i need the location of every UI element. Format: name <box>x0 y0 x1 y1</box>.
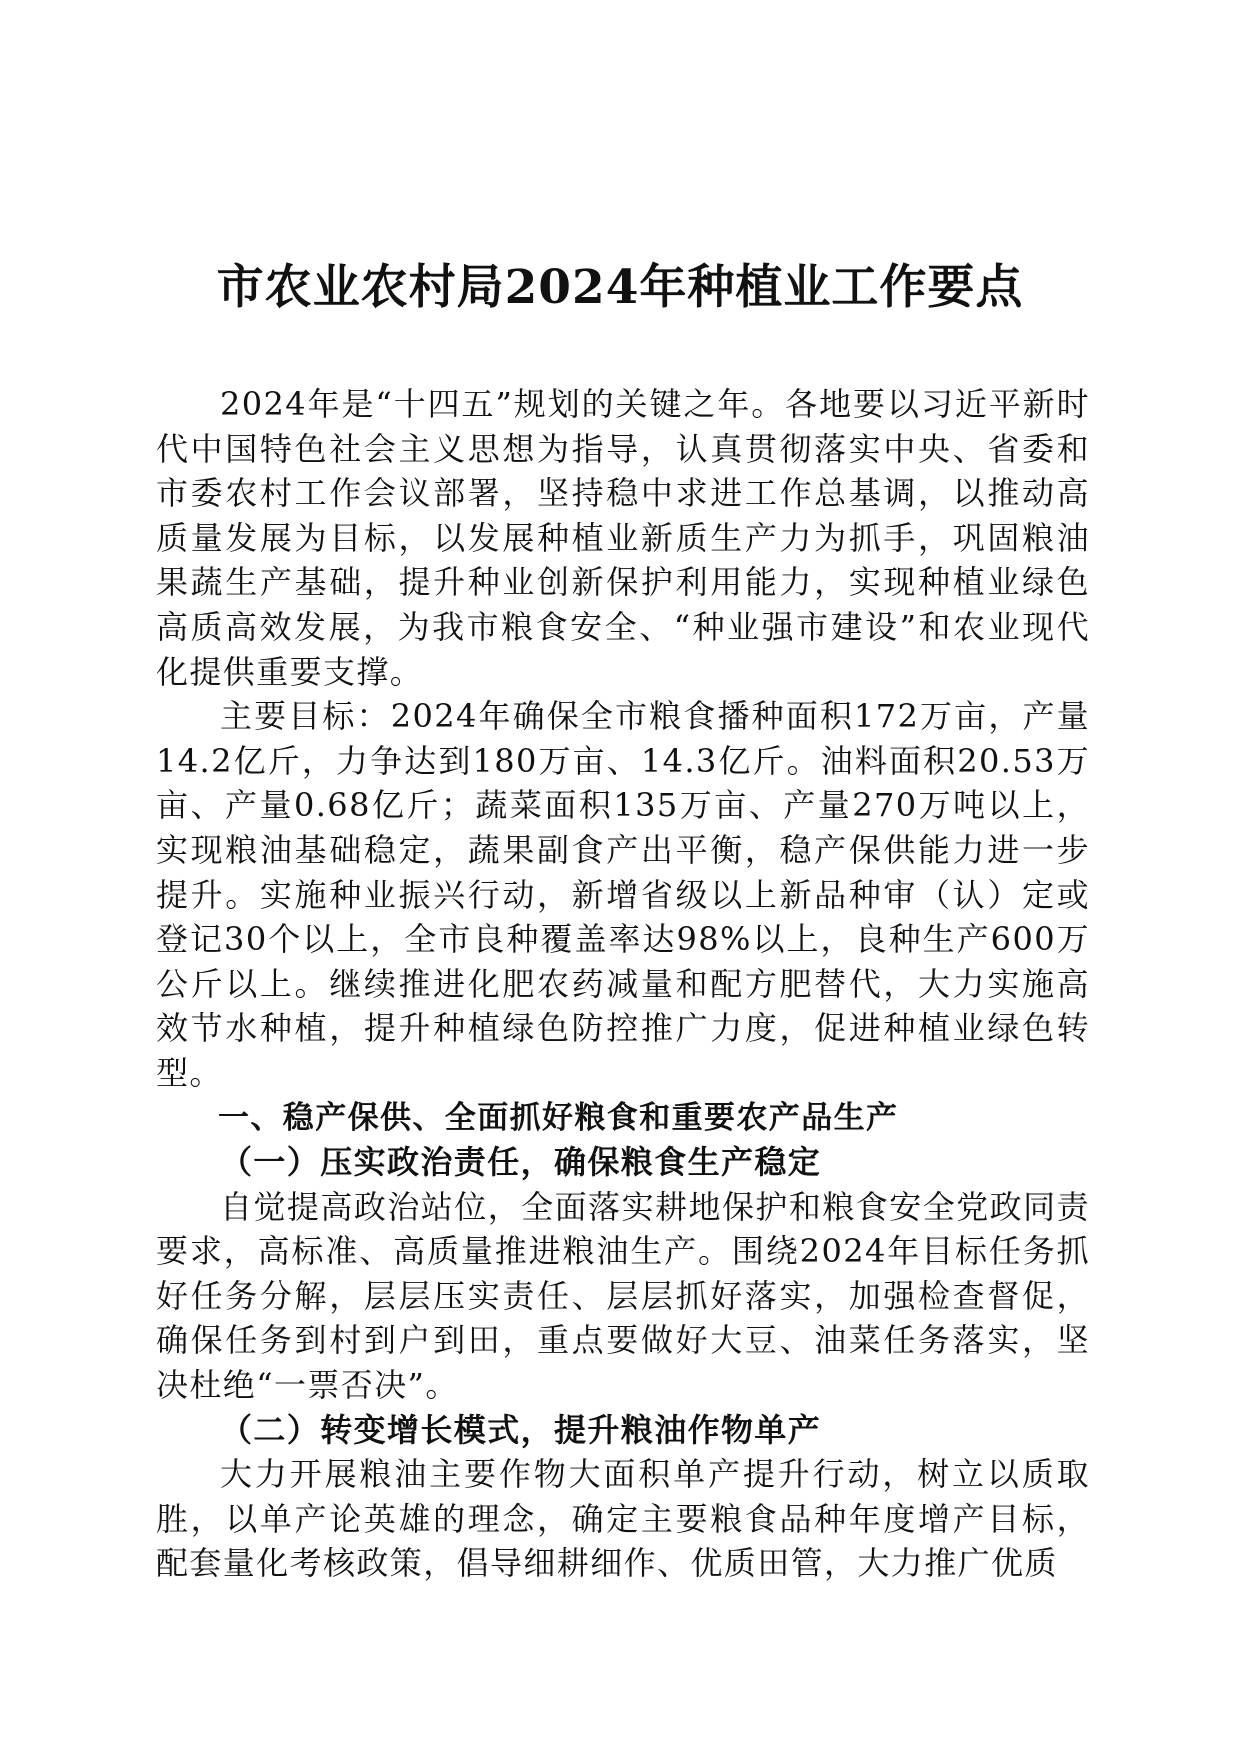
document-title: 市农业农村局2024年种植业工作要点 <box>216 260 1024 315</box>
goals-paragraph: 主要目标：2024年确保全市粮食播种面积172万亩，产量14.2亿斤，力争达到180万亩、14.3亿斤。油料面积20.53万亩、产量0.68亿斤；蔬菜面积135万亩、产量270万吨以上，实现粮油基础稳定，蔬果副食产出平衡，稳产保供能力进一步提升。实施种业振兴行动，新增省级以上新品种审（认）定或登记30个以上，全市良种覆盖率达98%以上，良种生产600万公斤以上。继续推进化肥农药减量和配方肥替代，大力实施高效节水种植，提升种植绿色防控推广力度，促进种植业绿色转型。 <box>156 697 1090 1092</box>
section-1-heading: 一、稳产保供、全面抓好粮食和重要农产品生产 <box>218 1099 899 1136</box>
document-body <box>156 382 1090 1586</box>
intro-paragraph: 2024年是“十四五”规划的关键之年。各地要以习近平新时代中国特色社会主义思想为指导，认真贯彻落实中央、省委和市委农村工作会议部署，坚持稳中求进工作总基调，以推动高质量发展为目标，以发展种植业新质生产力为抓手，巩固粮油果蔬生产基础，提升种业创新保护利用能力，实现种植业绿色高质高效发展，为我市粮食安全、“种业强市建设”和农业现代化提供重要支撑。 <box>156 385 1090 691</box>
subsection-1-paragraph: 自觉提高政治站位，全面落实耕地保护和粮食安全党政同责要求，高标准、高质量推进粮油生产。围绕2024年目标任务抓好任务分解，层层压实责任、层层抓好落实，加强检查督促，确保任务到村到户到田，重点要做好大豆、油菜任务落实，坚决杜绝“一票否决”。 <box>156 1187 1090 1405</box>
subsection-2-heading: （二）转变增长模式，提升粮油作物单产 <box>220 1410 822 1449</box>
subsection-2-paragraph: 大力开展粮油主要作物大面积单产提升行动，树立以质取胜，以单产论英雄的理念，确定主要粮食品种年度增产目标，配套量化考核政策，倡导细耕细作、优质田管，大力推广优质 <box>156 1455 1090 1583</box>
subsection-1-heading: （一）压实政治责任，确保粮食生产稳定 <box>220 1143 822 1182</box>
